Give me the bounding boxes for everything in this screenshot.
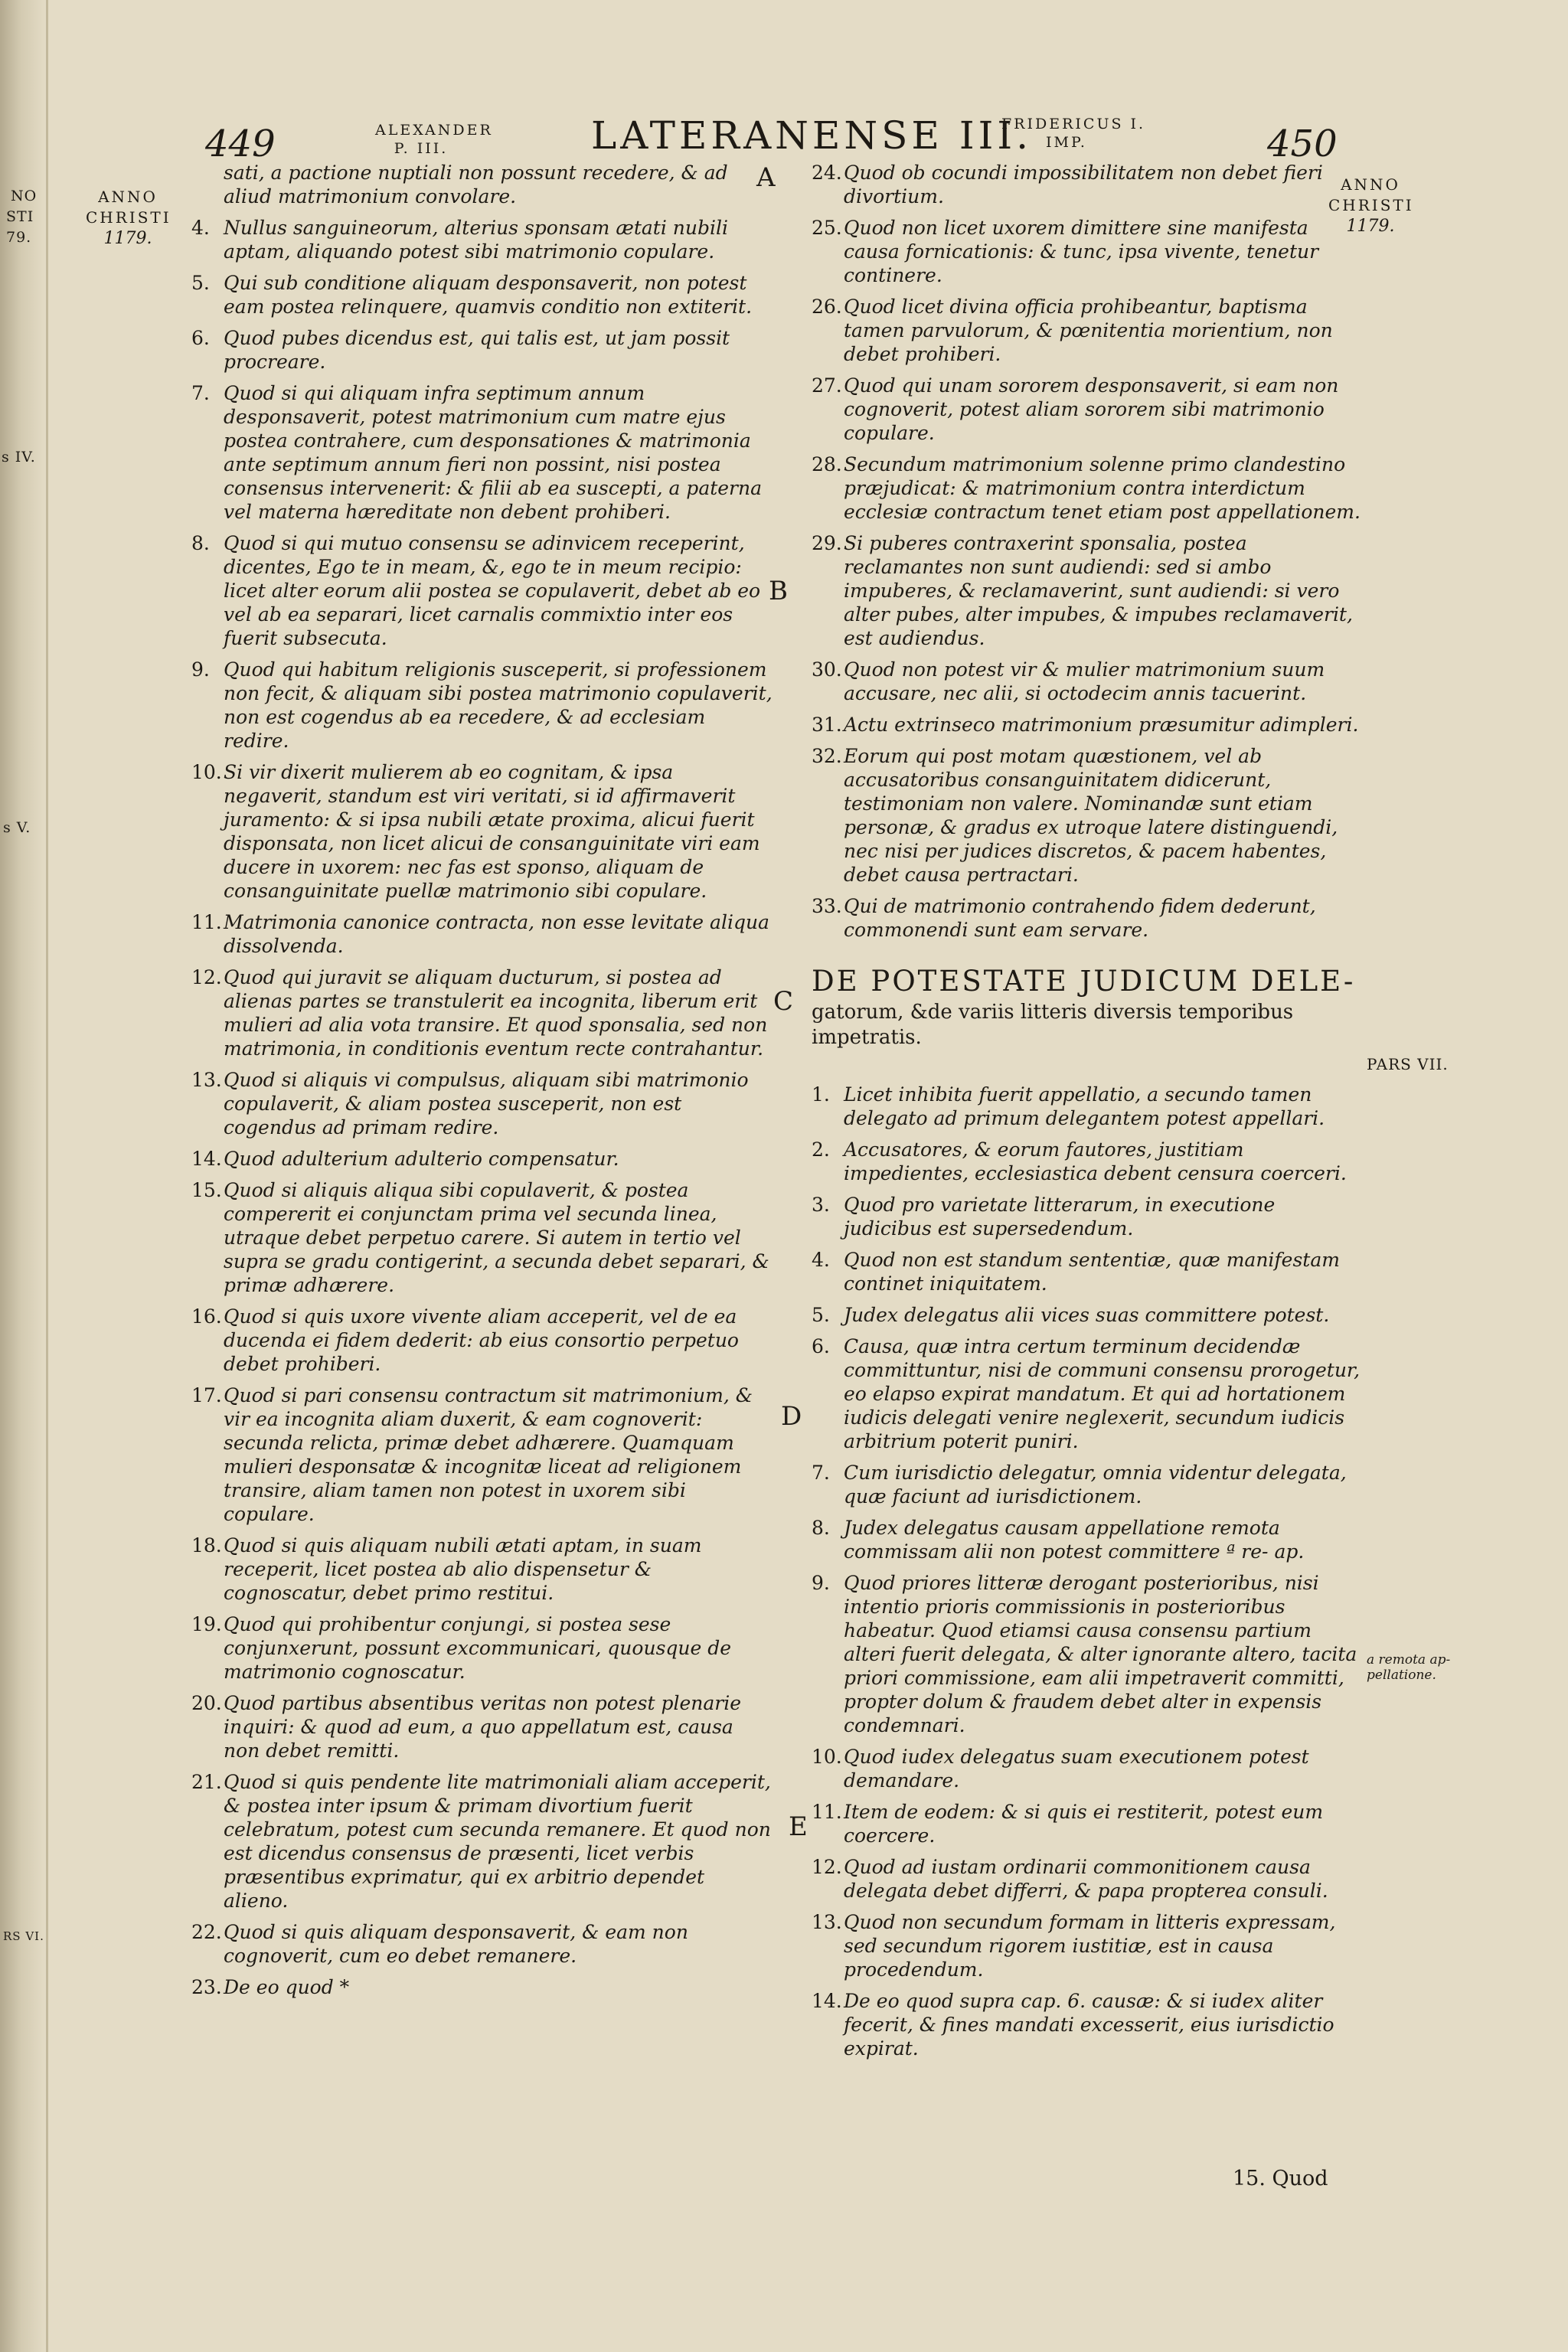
item-text: Quod pubes dicendus est, qui talis est, ut jam possit procreare.: [224, 327, 730, 373]
item-number: 13.: [191, 1069, 222, 1091]
list-item: [812, 713, 1363, 737]
item-text: Item de eodem: & si quis ei restiterit, potest eum coercere.: [844, 1801, 1324, 1847]
item-text: Quod pro varietate litterarum, in executione judicibus est supersedendum.: [844, 1194, 1276, 1240]
prev-page-margin-2: STI: [6, 208, 34, 225]
item-text: Cum iurisdictio delegatur, omnia videntur delegata, quæ faciunt ad iurisdictionem.: [844, 1462, 1347, 1508]
item-text: Qui de matrimonio contrahendo fidem dederunt, commonendi sunt eam servare.: [844, 895, 1316, 941]
list-item: [812, 1516, 1363, 1563]
item-text: Quod adulterium adulterio compensatur.: [224, 1148, 619, 1170]
item-number: 6.: [191, 327, 210, 349]
list-item: [191, 326, 773, 374]
item-number: 14.: [812, 1990, 842, 2012]
list-item: [191, 381, 773, 524]
list-item: [812, 1138, 1363, 1185]
item-number: 8.: [812, 1517, 830, 1539]
list-item: [812, 1571, 1363, 1737]
facing-page-edge: [0, 0, 46, 2352]
item-text: Quod non potest vir & mulier matrimonium suum accusare, nec alii, si octodecim annis tacuerint.: [844, 658, 1325, 704]
list-item: [191, 1383, 773, 1526]
item-text: Quod non est standum sententiæ, quæ manifestam continet iniquitatem.: [844, 1249, 1340, 1295]
list-item: [191, 1920, 773, 1968]
item-text: Judex delegatus causam appellatione remota commissam alii non potest committere ª re- ap.: [844, 1517, 1305, 1563]
item-number: 33.: [812, 895, 842, 917]
item-number: 7.: [191, 382, 210, 404]
item-number: 1.: [812, 1083, 830, 1106]
item-text: Quod si quis aliquam nubili ætati aptam, in suam receperit, licet postea ab alio dispensetur & cognoscatur, debet primo restitui.: [224, 1534, 702, 1604]
item-number: 29.: [812, 532, 842, 554]
pars-margin-label: PARS VII.: [1367, 1055, 1449, 1073]
list-item: [191, 910, 773, 958]
item-number: 27.: [812, 374, 842, 397]
list-item: [191, 760, 773, 903]
item-number: 5.: [812, 1304, 830, 1326]
item-number: 13.: [812, 1911, 842, 1933]
item-number: 24.: [812, 162, 842, 184]
item-text: Quod si quis pendente lite matrimoniali aliam acceperit, & postea inter ipsum & primam divortium fuerit celebratum, potest cum secunda remanere. Et quod non est dicendus consensus de præsenti, licet verbis præsentibus exprimatur, qui ex arbitrio dependet alieno.: [224, 1771, 771, 1912]
list-item: [812, 531, 1363, 650]
christi-left-label: CHRISTI: [86, 208, 172, 227]
item-number: 12.: [191, 966, 222, 988]
prev-page-margin-5: s V.: [3, 819, 31, 836]
item-number: 16.: [191, 1305, 222, 1328]
page-gutter: [46, 0, 48, 2352]
pope-header: [375, 121, 493, 158]
item-number: 23.: [191, 1976, 222, 1998]
prev-page-margin-1: NO: [11, 188, 38, 204]
item-number: 4.: [812, 1249, 830, 1271]
item-number: 9.: [191, 658, 210, 681]
item-text: Actu extrinseco matrimonium præsumitur adimpleri.: [844, 714, 1359, 736]
item-number: 31.: [812, 714, 842, 736]
item-number: 32.: [812, 745, 842, 767]
item-text: Secundum matrimonium solenne primo clandestino præjudicat: & matrimonium contra interdictum ecclesiæ contractum tenet etiam post appellationem.: [844, 453, 1361, 523]
emperor-header: [1001, 115, 1146, 152]
item-number: 10.: [812, 1746, 842, 1768]
list-item: [191, 161, 773, 208]
list-item: [812, 1334, 1363, 1453]
list-item: [191, 1305, 773, 1376]
item-text: Quod non secundum formam in litteris expressam, sed secundum rigorem iustitiæ, est in causa procedendum.: [844, 1911, 1336, 1981]
item-number: 15.: [191, 1179, 222, 1201]
list-item: [812, 452, 1363, 524]
list-item: [812, 1461, 1363, 1508]
item-text: Quod qui unam sororem desponsaverit, si eam non cognoverit, potest aliam sororem sibi matrimonio copulare.: [844, 374, 1339, 444]
item-text: Quod si quis aliquam desponsaverit, & eam non cognoverit, cum eo debet remanere.: [224, 1921, 688, 1967]
item-number: 10.: [191, 761, 222, 783]
left-column: [191, 161, 773, 2007]
council-title: LATERANENSE III.: [591, 113, 1032, 158]
list-item: [812, 161, 1363, 208]
list-item: [191, 1534, 773, 1605]
item-text: Quod si qui mutuo consensu se adinvicem receperint, dicentes, Ego te in meam, &, ego te in meum recipio: licet alter eorum alii postea se copulaverit, debet ab eo vel ab ea separari, licet carnalis commixtio inter eos fuerit subsecuta.: [224, 532, 761, 649]
list-item: [812, 1193, 1363, 1240]
item-number: 12.: [812, 1856, 842, 1878]
list-item: [812, 1303, 1363, 1327]
list-item: [191, 1975, 773, 1999]
list-item: [812, 295, 1363, 366]
section-letter-d: D: [781, 1401, 802, 1432]
list-item: [191, 1178, 773, 1297]
right-column: [812, 161, 1363, 2068]
item-text: Quod qui habitum religionis susceperit, si professionem non fecit, & aliquam sibi postea matrimonio copulaverit, non est cogendus ab ea recedere, & ad ecclesiam redire.: [224, 658, 773, 752]
item-text: Quod iudex delegatus suam executionem potest demandare.: [844, 1746, 1309, 1792]
page-number-left: 449: [205, 122, 276, 165]
pope-ordinal: P. III.: [394, 140, 449, 157]
item-text: Eorum qui post motam quæstionem, vel ab accusatoribus consanguinitatem didicerunt, testimoniam non valere. Nominandæ sunt etiam personæ, & gradus ex utroque latere distinguendi, nec nisi per judices discretos, & pacem habentes, debet causa pertractari.: [844, 745, 1338, 886]
item-text: De eo quod supra cap. 6. causæ: & si iudex aliter fecerit, & fines mandati excesserit, eius iurisdictio expirat.: [844, 1990, 1334, 2060]
item-text: Judex delegatus alii vices suas committere potest.: [844, 1304, 1330, 1326]
item-number: 20.: [191, 1692, 222, 1714]
item-text: Quod ob cocundi impossibilitatem non debet fieri divortium.: [844, 162, 1323, 207]
item-number: 22.: [191, 1921, 222, 1943]
list-item: [191, 1612, 773, 1684]
item-text: Quod licet divina officia prohibeantur, baptisma tamen parvulorum, & pœnitentia morientium, non debet prohiberi.: [844, 296, 1333, 365]
item-number: 28.: [812, 453, 842, 475]
item-text: De eo quod *: [224, 1976, 350, 1998]
item-number: 7.: [812, 1462, 830, 1484]
item-number: 18.: [191, 1534, 222, 1557]
section-letter-a: A: [756, 162, 776, 193]
item-text: Quod partibus absentibus veritas non potest plenarie inquiri: & quod ad eum, a quo appellatum est, causa non debet remitti.: [224, 1692, 741, 1762]
item-text: Si vir dixerit mulierem ab eo cognitam, & ipsa negaverit, standum est viri veritati, si id affirmaverit juramento: & si ipsa nubili ætate proxima, alicui fuerit disponsata, non licet alicui de consanguinitate viri eam ducere in uxorem: nec fas est sponso, aliquam de consanguinitate puellæ matrimonio sibi copulare.: [224, 761, 760, 902]
item-number: 4.: [191, 217, 210, 239]
item-text: Accusatores, & eorum fautores, justitiam impedientes, ecclesiastica debent censura coerceri.: [844, 1138, 1347, 1184]
list-item: [812, 1855, 1363, 1903]
item-number: 30.: [812, 658, 842, 681]
section-heading: DE POTESTATE JUDICUM DELE-: [812, 965, 1356, 998]
item-number: 19.: [191, 1613, 222, 1635]
emperor-title: IMP.: [1046, 134, 1087, 151]
item-text: Qui sub conditione aliquam desponsaverit, non potest eam postea relinquere, quamvis conditio non extiterit.: [224, 272, 753, 318]
list-item: [812, 744, 1363, 887]
item-number: 25.: [812, 217, 842, 239]
item-number: 11.: [812, 1801, 842, 1823]
item-text: Quod priores litteræ derogant posterioribus, nisi intentio prioris commissionis in posterioribus habeatur. Quod etiamsi causa consensu partium alteri fuerit delegata, & alter ignorante altero, tacita priori commissione, eam alii impetraverit committi, propter dolum & fraudem debet alter in expensis condemnari.: [844, 1572, 1357, 1736]
item-text: sati, a pactione nuptiali non possunt recedere, & ad aliud matrimonium convolare.: [224, 162, 728, 207]
prev-page-margin-4: s IV.: [2, 449, 36, 466]
item-number: 2.: [812, 1138, 830, 1161]
list-item: [812, 658, 1363, 705]
item-text: Quod qui prohibentur conjungi, si postea sese conjunxerunt, possunt excommunicari, quousque de matrimonio cognoscatur.: [224, 1613, 732, 1683]
item-number: 14.: [191, 1148, 222, 1170]
section-letter-b: B: [769, 576, 788, 606]
anno-right-year: 1179.: [1346, 217, 1395, 236]
margin-note-line-1: a remota ap-: [1367, 1652, 1451, 1668]
item-number: 9.: [812, 1572, 830, 1594]
item-text: Matrimonia canonice contracta, non esse levitate aliqua dissolvenda.: [224, 911, 769, 957]
list-item: [812, 1248, 1363, 1295]
anno-right-label: ANNO: [1341, 175, 1400, 194]
item-text: Quod non licet uxorem dimittere sine manifesta causa fornicationis: & tunc, ipsa vivente, tenetur continere.: [844, 217, 1319, 286]
list-item: [812, 1083, 1363, 1130]
list-item: [812, 216, 1363, 287]
list-item: [812, 1989, 1363, 2060]
item-text: Nullus sanguineorum, alterius sponsam ætati nubili aptam, aliquando potest sibi matrimonio copulare.: [224, 217, 728, 263]
list-item: [191, 1691, 773, 1762]
item-number: 6.: [812, 1335, 830, 1357]
page-number-right: 450: [1267, 122, 1338, 165]
item-number: 3.: [812, 1194, 830, 1216]
list-item: [191, 216, 773, 263]
item-text: Si puberes contraxerint sponsalia, postea reclamantes non sunt audiendi: sed si ambo impuberes, & reclamaverint, sunt audiendi: si vero alter pubes, alter impubes, & impubes reclamaverit, est audiendus.: [844, 532, 1353, 649]
prev-page-margin-3: 79.: [6, 229, 32, 246]
item-text: Quod si aliquis vi compulsus, aliquam sibi matrimonio copulaverit, & aliam postea susceperit, non est cogendus ad primam redire.: [224, 1069, 749, 1138]
item-number: 8.: [191, 532, 210, 554]
item-text: Quod si quis uxore vivente aliam acceperit, vel de ea ducenda ei fidem dederit: ab eius consortio perpetuo debet prohiberi.: [224, 1305, 739, 1375]
item-number: 5.: [191, 272, 210, 294]
list-item: [191, 1068, 773, 1139]
item-number: 26.: [812, 296, 842, 318]
emperor-name: FRIDERICUS I.: [1001, 116, 1146, 132]
catchword: 15. Quod: [1233, 2167, 1328, 2190]
list-item: [191, 658, 773, 753]
anno-left-label: ANNO: [98, 188, 158, 206]
item-number: 11.: [191, 911, 222, 933]
item-text: Causa, quæ intra certum terminum decidendæ committuntur, nisi de communi consensu prorogetur, eo elapso expirat mandatum. Et qui ad hortationem iudicis delegati venire neglexerit, secundum iudicis arbitrium poterit puniri.: [844, 1335, 1361, 1452]
item-text: Quod si aliquis aliqua sibi copulaverit, & postea compererit ei conjunctam prima vel secunda linea, utraque debet perpetuo carere. Si autem in tertio vel supra se gradu contigerint, a secunda debet separari, & primæ adhærere.: [224, 1179, 769, 1296]
list-item: [191, 1770, 773, 1913]
item-text: Licet inhibita fuerit appellatio, a secundo tamen delegato ad primum delegantem potest appellari.: [844, 1083, 1325, 1129]
list-item: [812, 894, 1363, 942]
margin-note-line-2: pellatione.: [1367, 1668, 1436, 1683]
list-item: [812, 1910, 1363, 1981]
prev-page-margin-6: RS VI.: [3, 1929, 44, 1943]
list-item: [191, 965, 773, 1060]
item-text: Quod si qui aliquam infra septimum annum desponsaverit, potest matrimonium cum matre ejus postea contrahere, cum desponsationes & matrimonia ante septimum annum fieri non possint, nisi postea consensus intervenerit: & filii ab ea suscepti, a paterna vel materna hæreditate non debent prohiberi.: [224, 382, 763, 523]
anno-left-year: 1179.: [103, 229, 152, 248]
item-text: Quod ad iustam ordinarii commonitionem causa delegata debet differri, & papa propterea consuli.: [844, 1856, 1328, 1902]
item-text: Quod si pari consensu contractum sit matrimonium, & vir ea incognita aliam duxerit, & eam cognoverit: secunda relicta, primæ debet adhærere. Quamquam mulieri desponsatæ & incognitæ liceat ad religionem transire, aliam tamen non potest in uxorem sibi copulare.: [224, 1384, 753, 1525]
section-letter-c: C: [773, 986, 794, 1017]
list-item: [812, 1745, 1363, 1792]
list-item: [812, 1800, 1363, 1847]
christi-right-label: CHRISTI: [1328, 196, 1414, 214]
section-subheading: gatorum, &de variis litteris diversis temporibus impetratis.: [812, 1001, 1294, 1049]
list-item: [812, 374, 1363, 445]
list-item: [191, 271, 773, 318]
item-text: Quod qui juravit se aliquam ducturum, si postea ad alienas partes se transtulerit ea incognita, liberum erit mulieri ad alia vota transire. Et quod sponsalia, sed non matrimonia, in conditionis eventum recte contrahantur.: [224, 966, 768, 1060]
list-item: [191, 1147, 773, 1171]
margin-note: [1367, 1652, 1450, 1683]
item-number: 17.: [191, 1384, 222, 1406]
list-item: [191, 531, 773, 650]
anno-christi-left: [86, 187, 170, 249]
pope-name: ALEXANDER: [375, 122, 493, 139]
section-letter-e: E: [789, 1811, 808, 1842]
item-number: 21.: [191, 1771, 222, 1793]
